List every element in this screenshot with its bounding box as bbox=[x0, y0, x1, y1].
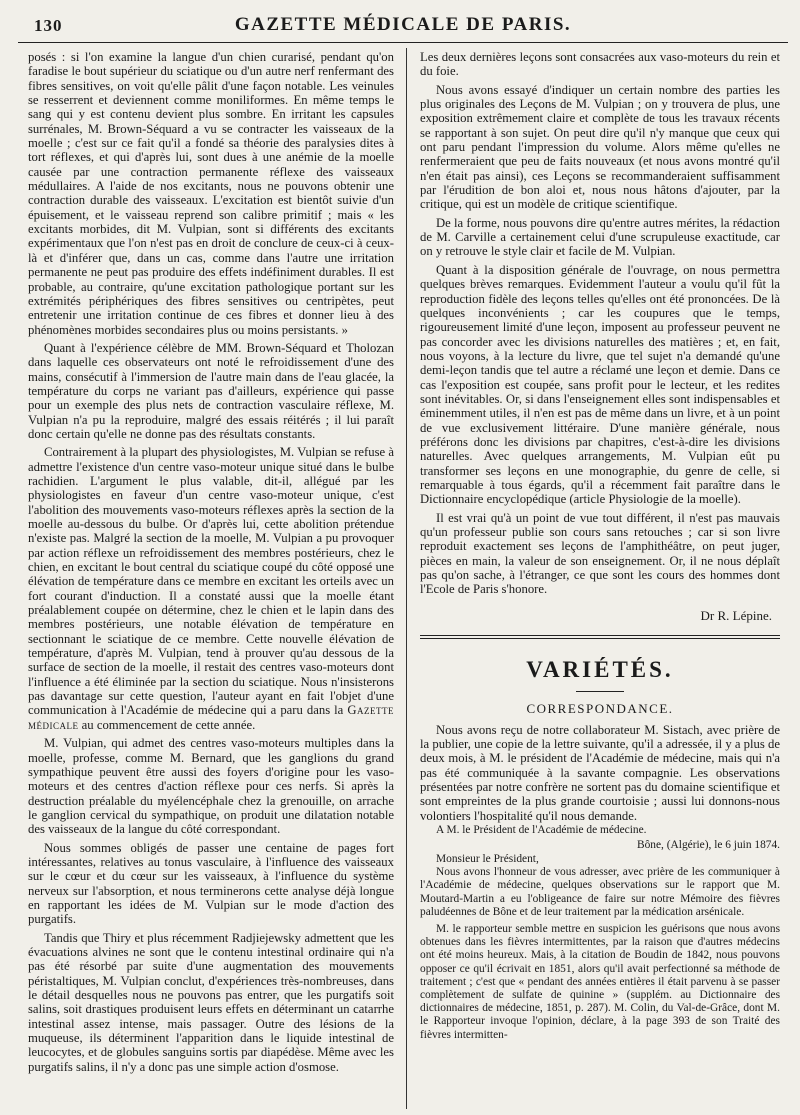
letter-salutation: Monsieur le Président, bbox=[436, 852, 539, 865]
paragraph-text: Contrairement à la plupart des physiologistes, M. Vulpian se refuse à admettre l'existence d'un centre vaso-moteur unique situé dans le bulbe rachidien. L'argument le plus valable, dit-il, allégué par les physiologistes en faveur d'un centre vaso-moteur unique, c'est l'abolition des mouvements vaso-moteurs réflexes après la section de la moelle au-dessous du bulbe. Or d'après lui, cette abolition prétendue n'existe pas. Malgré la section de la moelle, M. Vulpian a pu provoquer par action réflexe un refroidissement des membres postérieurs, chez le chien, en excitant le bout central du sciatique coupé du côté opposé une élévation de température dans ce membre en excitant les orteils avec un fort courant d'induction. Il a constaté aussi que la moelle étant préalablement coupée on détermine, chez le chien et le lapin dans des membres postérieurs, une notable élévation de température en sectionnant le sciatique de ce membre. Cette nouvelle élévation de température, d'après M. Vulpian, tend à prouver qu'au dessous de la surface de section de la moelle, il restait des centres vaso-moteurs dont l'influence a été éliminée par la section du sciatique. Nous n'insisterons pas davantage sur cette question, l'auteur ayant en fait l'objet d'une communication à l'Académie de médecine qui a paru dans la bbox=[28, 445, 394, 718]
intro-paragraph: Nous avons reçu de notre collaborateur M. Sistach, avec prière de la publier, une copie de la lettre suivante, qu'il a adressée, il y a plus de deux mois, à M. le président de l'Académie de médecine, mais qui n'a pas été communiquée à la savante compagnie. Les observations présentées par notre confrère ne sortent pas du domaine scientifique et sont empreintes de la plus grande courtoisie ; aussi lui donnons-nous volontiers l'hospitalité qu'il nous demande. bbox=[420, 722, 780, 823]
paragraph: Nous avons essayé d'indiquer un certain nombre des parties les plus originales des Leçons de M. Vulpian ; on y trouvera de plus, une exposition extrêmement claire et complète de tous les travaux récents se rapportant à son sujet. On peut dire qu'il n'y manque que ceux qui ont paru pendant l'impression du volume. Alors même qu'elles ne renfermeraient que peu de faits nouveaux (et nous avons montré qu'il n'en était pas ainsi), ces Leçons se recommanderaient suffisamment par l'érudition de bon aloi et, nous nous hâtons d'ajouter, par la critique, qui est un modèle de critique scientifique. bbox=[420, 82, 780, 212]
page-number: 130 bbox=[34, 16, 63, 35]
paragraph: Tandis que Thiry et plus récemment Radjiejewsky admettent que les évacuations alvines ne sont que le contenu intestinal ordinaire qui n'a pas été résorbé par suite d'une augmentation des mouvements péristaltiques, M. Vulpian conclut, d'expériences très-nombreuses, dans le détail desquelles nous ne pouvons pas entrer, que les purgatifs soit salins, soit drastiques produisent leurs effets en déterminant un catarrhe intestinal assez intense, mais passager. Outre des lésions de la muqueuse, ils déterminent l'apparition dans le liquide intestinal de leucocytes, et de globules sanguins sortis par diapédèse. Même avec les purgatifs salins, il n'y a donc pas une simple action d'osmose. bbox=[28, 930, 394, 1074]
left-column bbox=[28, 50, 394, 1109]
paragraph: Il est vrai qu'à un point de vue tout différent, il n'est pas mauvais qu'un professeur publie son cours sans retouches ; car si son livre reproduit exactement ses leçons de l'amphithéâtre, on peut juger, pièces en main, la valeur de son enseignement. Or, il ne nous déplaît pas qu'on sache, à l'étranger, ce que sont les cours des hommes dont l'Ecole de Paris s'honore. bbox=[420, 510, 780, 597]
paragraph-tail: au commencement de cette année. bbox=[78, 717, 256, 732]
paragraph: Les deux dernières leçons sont consacrées aux vaso-moteurs du rein et du foie. bbox=[420, 50, 780, 79]
section-title: VARIÉTÉS. bbox=[526, 657, 674, 683]
letter-address: A M. le Président de l'Académie de médecine. bbox=[436, 824, 647, 837]
section-rule-thin bbox=[420, 638, 780, 639]
journal-title: GAZETTE MÉDICALE DE PARIS. bbox=[234, 14, 572, 35]
paragraph: De la forme, nous pouvons dire qu'entre autres mérites, la rédaction de M. Carville a certainement celui d'une scrupuleuse exactitude, car on y retrouve le style clair et facile de M. Vulpian. bbox=[420, 215, 780, 259]
paragraph: M. Vulpian, qui admet des centres vaso-moteurs multiples dans la moelle, professe, comme M. Bernard, que les ganglions du grand sympathique peuvent être aussi des foyers d'origine pour les vaso-moteurs et des centres d'action réflexe pour ces nerfs. Si après la destruction préalable du myélencéphale chez la grenouille, on arrache le ganglion cervical du sympathique, on produit une dilatation notable des vaisseaux de la langue du côté correspondant. bbox=[28, 736, 394, 837]
letter-paragraph: M. le rapporteur semble mettre en suspicion les guérisons que nous avons obtenues dans les fièvres intermittentes, par la raison que d'autres médecins ont été moins heureux. Mais, à la citation de Boudin de 1842, nous pouvons opposer ce qu'il écrivait en 1851, alors qu'il avait perfectionné sa méthode de traitement ; c'est que « pendant des années entières il était parvenu à se passer complètement de sulfate de quinine » (supplém. au Dictionnaire des dictionnaires de médecine, 1851, p. 287). M. Colin, du Val-de-Grâce, dont M. le Rapporteur invoque l'opinion, déclare, à la page 393 de son Traité des fièvres intermitten- bbox=[420, 923, 780, 1041]
column-divider bbox=[406, 48, 407, 1109]
gazette-reference: Gazette médicale bbox=[28, 703, 394, 732]
right-column bbox=[420, 50, 780, 1109]
author-signature: Dr R. Lépine. bbox=[700, 607, 772, 623]
subsection-title: CORRESPONDANCE. bbox=[526, 701, 674, 717]
paragraph: Quant à la disposition générale de l'ouvrage, on nous permettra quelques brèves remarques. Evidemment l'auteur a voulu qu'il fût la reproduction fidèle des leçons telles qu'elles ont été prononcées. De là quelques inconvénients ; car les coupures que le temps, rigoureusement limité d'une leçon, imposent au professeur peuvent ne pas concorder avec les divisions naturelles des matières ; et, en fait, nous voyons, à la lecture du livre, que tel sujet n'a demandé qu'une demi-leçon tandis que tel autre a réclamé une leçon et demie. Dans ce cas l'exposition est coupée, sans profit pour le lecteur, et les redites sont inévitables. Or, si dans l'enseignement elles sont indispensables et éminemment utiles, il n'en est pas de même dans un livre, et à un point de vue exclusivement littéraire. D'une manière générale, nous préférons donc les divisions par chapitres, c'est-à-dire les divisions naturelles. Avec quelques arrangements, M. Vulpian eût pu transformer ses leçons en une monographie, du genre de celle, si remarquable à tous égards, qu'il a récemment fait paraître dans le Dictionnaire encyclopédique (article Physiologie de la moelle). bbox=[420, 262, 780, 507]
paragraph: Quant à l'expérience célèbre de MM. Brown-Séquard et Tholozan dans laquelle ces observateurs ont noté le refroidissement d'une des mains, consécutif à l'immersion de l'autre main dans de l'eau glacée, la température du corps ne variant pas d'ailleurs, expérience qui passe pour un exemple des plus nets de contraction vasculaire réflexe, M. Vulpian n'a pu la reproduire, malgré des essais réitérés ; il lui paraît donc certain qu'elle ne donne pas des résultats constants. bbox=[28, 340, 394, 441]
paragraph bbox=[28, 445, 394, 732]
paragraph: Nous sommes obligés de passer une centaine de pages fort intéressantes, relatives au tonus vasculaire, à l'influence des vaisseaux sur le cœur et du cœur sur les vaisseaux, à l'influence du système nerveux sur l'absorption, et nous terminerons cette analyse déjà longue en rapportant les idées de M. Vulpian sur le mode d'action des purgatifs. bbox=[28, 840, 394, 927]
letter-place-date: Bône, (Algérie), le 6 juin 1874. bbox=[637, 838, 780, 851]
section-rule bbox=[420, 635, 780, 636]
letter-paragraph: Nous avons l'honneur de vous adresser, avec prière de les communiquer à l'Académie de médecine, quelques observations sur le rapport que M. Moutard-Martin a eu l'obligeance de faire sur notre Mémoire des fièvres paludéennes de Bône et de leur traitement par la médication arsénicale. bbox=[420, 866, 780, 918]
paragraph: posés : si l'on examine la langue d'un chien curarisé, pendant qu'on faradise le bout supérieur du sciatique ou d'un autre nerf renfermant des fibres sensitives, on voit qu'elle pâlit d'une façon notable. Les veinules se resserrent et deviennent comme moniliformes. En même temps le sang qui y est contenu devient plus sombre. En irritant les capsules surrénales, M. Brown-Séquard a vu se contracter les vaisseaux de la moelle ; c'est sur ce fait qu'il a fondé sa théorie des paralysies dites à tort réflexes, et qui d'après lui, sont dues à une anémie de la moelle causée par une contraction permanente réflexe des vaisseaux médullaires. A l'aide de nos excitants, nous ne pouvons obtenir une contraction durable des vaisseaux. L'excitation est bientôt suivie d'un épuisement, et le vaisseau reprend son calibre primitif ; mais « les excitants morbides, dit M. Vulpian, sont si différents des excitants expérimentaux que l'on n'est pas en droit de conclure de ceux-ci à ceux-là et d'inférer que, dans un cas, comme dans l'autre une irritation permanente ne peut pas produire des effets indéfiniment durables. Il est probable, au contraire, qu'une excitation pathologique portant sur les extrémités périphériques des fibres sensitives ou centripètes, peut entretenir une irritation continue de ces fibres et donner lieu à des phénomènes morbides secondaires plus ou moins persistants. » bbox=[28, 50, 394, 337]
page-header bbox=[18, 2, 788, 43]
title-rule bbox=[576, 691, 624, 692]
